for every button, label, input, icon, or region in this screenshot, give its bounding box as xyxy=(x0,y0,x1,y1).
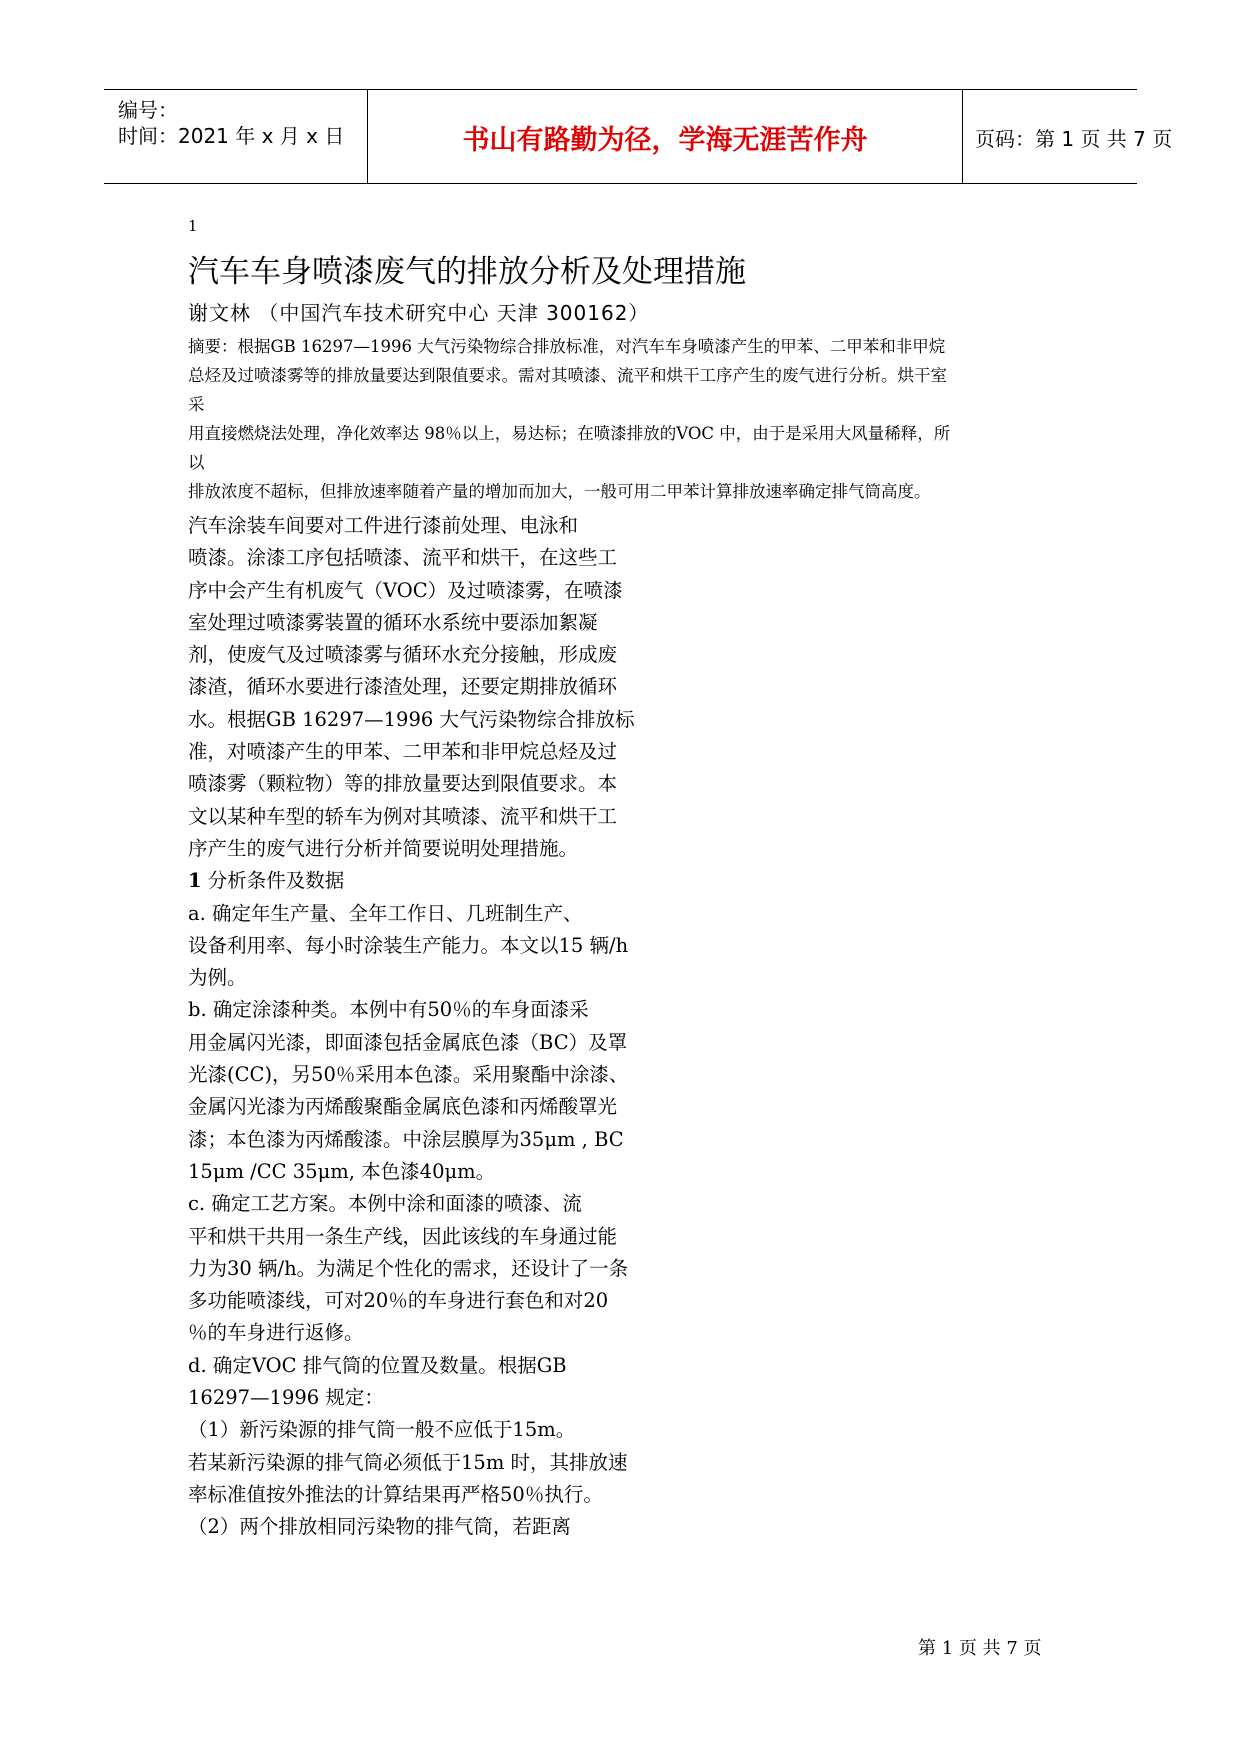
body-line: 喷漆雾（颗粒物）等的排放量要达到限值要求。本 xyxy=(188,772,618,796)
header-meta-cell xyxy=(104,90,368,183)
section-line: 平和烘干共用一条生产线，因此该线的车身通过能 xyxy=(188,1224,618,1248)
section-line: 若某新污染源的排气筒必须低于15m 时，其排放速 xyxy=(188,1450,628,1474)
section-line: b. 确定涂漆种类。本例中有50％的车身面漆采 xyxy=(188,998,589,1022)
body-line: 喷漆。涂漆工序包括喷漆、流平和烘干，在这些工 xyxy=(188,546,618,570)
section-line: 率标准值按外推法的计算结果再严格50％执行。 xyxy=(188,1482,603,1506)
body-line: 文以某种车型的轿车为例对其喷漆、流平和烘干工 xyxy=(188,804,618,828)
section-line: 光漆(CC)，另50％采用本色漆。采用聚酯中涂漆、 xyxy=(188,1063,629,1087)
body-line: 准，对喷漆产生的甲苯、二甲苯和非甲烷总烃及过 xyxy=(188,740,618,764)
section-line: 金属闪光漆为丙烯酸聚酯金属底色漆和丙烯酸罩光 xyxy=(188,1095,618,1119)
body-line: 漆渣，循环水要进行漆渣处理，还要定期排放循环 xyxy=(188,675,618,699)
header-motto-cell xyxy=(368,90,963,183)
section-line: （2）两个排放相同污染物的排气筒，若距离 xyxy=(188,1515,571,1539)
abstract-line: 用直接燃烧法处理，净化效率达 98％以上，易达标；在喷漆排放的VOC 中，由于是采用大风量稀释，所 xyxy=(188,424,951,443)
section-heading xyxy=(188,865,678,897)
section-line: 多功能喷漆线，可对20％的车身进行套色和对20 xyxy=(188,1289,609,1313)
article-abstract xyxy=(188,332,1068,506)
section-line: 用金属闪光漆，即面漆包括金属底色漆（BC）及罩 xyxy=(188,1030,628,1054)
header-motto: 书山有路勤为径，学海无涯苦作舟 xyxy=(462,125,868,156)
section-line: 为例。 xyxy=(188,966,247,990)
abstract-line: 以 xyxy=(188,453,205,472)
section-number: 1 xyxy=(188,869,202,893)
article-author: 谢文林 （中国汽车技术研究中心 天津 300162） xyxy=(188,301,650,325)
section-line: 漆；本色漆为丙烯酸漆。中涂层膜厚为35μm , BC xyxy=(188,1127,624,1151)
document-number-label: 编号： xyxy=(118,98,178,122)
document-time: 时间：2021 年 x 月 x 日 xyxy=(118,124,345,148)
article-title: 汽车车身喷漆废气的排放分析及处理措施 xyxy=(188,254,746,290)
body-line: 汽车涂装车间要对工件进行漆前处理、电泳和 xyxy=(188,514,579,537)
section-line: 15μm /CC 35μm, 本色漆40μm。 xyxy=(188,1159,496,1183)
document-header xyxy=(104,89,1173,184)
section-line: ％的车身进行返修。 xyxy=(188,1321,364,1345)
section-line: 力为30 辆/h。为满足个性化的需求，还设计了一条 xyxy=(188,1256,629,1280)
header-page-cell xyxy=(963,90,1173,183)
section-line: d. 确定VOC 排气筒的位置及数量。根据GB xyxy=(188,1353,567,1377)
body-line: 剂，使废气及过喷漆雾与循环水充分接触，形成废 xyxy=(188,643,618,667)
page-footer: 第 1 页 共 7 页 xyxy=(918,1638,1042,1659)
article-content xyxy=(188,216,1068,1544)
section-line: c. 确定工艺方案。本例中涂和面漆的喷漆、流 xyxy=(188,1192,582,1216)
article-body xyxy=(188,510,678,1544)
body-line: 序产生的废气进行分析并简要说明处理措施。 xyxy=(188,836,579,860)
body-line: 水。根据GB 16297—1996 大气污染物综合排放标 xyxy=(188,707,635,731)
article-page-number: 1 xyxy=(188,217,198,235)
section-line: 16297—1996 规定： xyxy=(188,1386,384,1410)
abstract-line: 采 xyxy=(188,395,205,414)
section-line: a. 确定年生产量、全年工作日、几班制生产、 xyxy=(188,901,583,925)
body-line: 序中会产生有机废气（VOC）及过喷漆雾，在喷漆 xyxy=(188,578,623,602)
body-line: 室处理过喷漆雾装置的循环水系统中要添加絮凝 xyxy=(188,610,598,634)
header-page-code: 页码：第 1 页 共 7 页 xyxy=(975,127,1173,151)
abstract-line: 摘要：根据GB 16297—1996 大气污染物综合排放标准，对汽车车身喷漆产生的甲苯、二甲苯和非甲烷 xyxy=(188,337,946,356)
section-line: （1）新污染源的排气筒一般不应低于15m。 xyxy=(188,1418,576,1442)
abstract-line: 排放浓度不超标，但排放速率随着产量的增加而加大，一般可用二甲苯计算排放速率确定排气筒高度。 xyxy=(188,482,931,501)
section-line: 设备利用率、每小时涂装生产能力。本文以15 辆/h xyxy=(188,933,629,957)
abstract-line: 总烃及过喷漆雾等的排放量要达到限值要求。需对其喷漆、流平和烘干工序产生的废气进行分析。烘干室 xyxy=(188,366,947,385)
section-title: 分析条件及数据 xyxy=(201,869,345,893)
